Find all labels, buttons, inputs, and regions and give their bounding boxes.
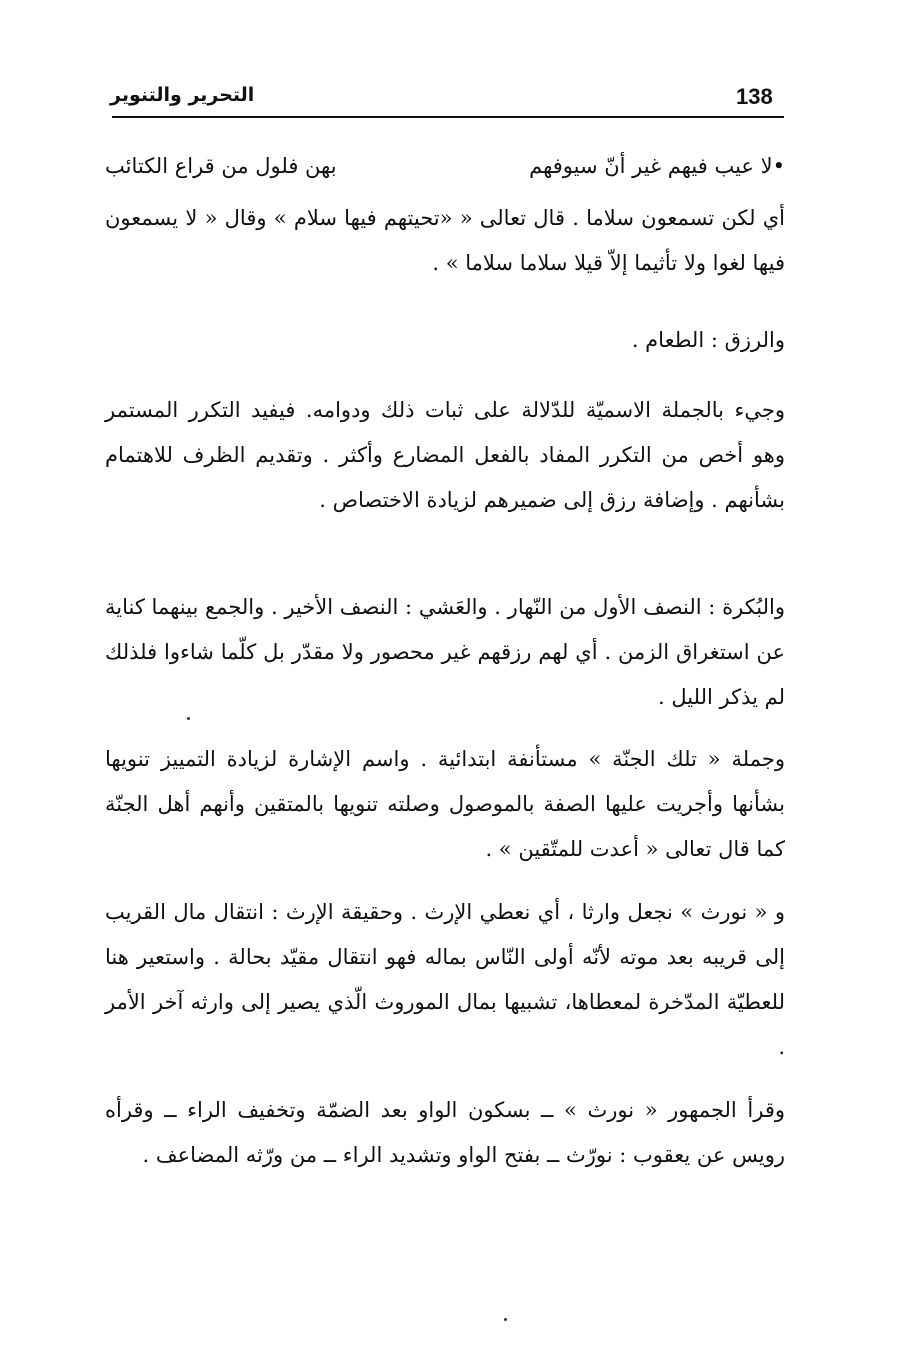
paragraph [105, 388, 785, 523]
verse-first-hemistich: •لا عيب فيهم غير أنّ سيوفهم [529, 154, 785, 178]
paragraph-text: وقرأ الجمهور « نورث » ــ بسكون الواو بعد الضمّة وتخفيف الراء ــ وقرأه رويس عن يعقوب : نورّث ــ بفتح الواو وتشديد الراء ــ من ورّثه المضاعف . [105, 1098, 785, 1167]
header-rule [112, 116, 784, 118]
paragraph [105, 318, 785, 363]
paragraph-text: أي لكن تسمعون سلاما . قال تعالى « «تحيتهم فيها سلام » وقال « لا يسمعون فيها لغوا ولا تأثيما إلاّ قيلا سلاما سلاما » . [105, 206, 785, 275]
paragraph [105, 737, 785, 872]
paragraph-text: والرزق : الطعام . [631, 328, 785, 352]
paragraph [105, 585, 785, 720]
paragraph-text: وجيء بالجملة الاسميّة للدّلالة على ثبات ذلك ودوامه. فيفيد التكرر المستمر وهو أخص من التكرر المفاد بالفعل المضارع وأكثر . وتقديم الظرف للاهتمام بشأنهم . وإضافة رزق إلى ضميرهم لزيادة الاختصاص . [105, 398, 785, 512]
page-number: 138 [736, 84, 773, 109]
scan-speck [504, 1318, 507, 1321]
running-title: التحرير والتنوير [110, 84, 255, 106]
poetry-verse [105, 146, 785, 186]
paragraph-text: وجملة « تلك الجنّة » مستأنفة ابتدائية . واسم الإشارة لزيادة التمييز تنويها بشأنها وأجريت عليها الصفة بالموصول وصلته تنويها بالمتقين وأنهم أهل الجنّة كما قال تعالى « أعدت للمتّقين » . [105, 747, 785, 861]
paragraph [105, 1088, 785, 1178]
paragraph [105, 196, 785, 286]
paragraph-text: و « نورث » نجعل وارثا ، أي نعطي الإرث . وحقيقة الإرث : انتقال مال القريب إلى قريبه بعد موته لأنّه أولى النّاس بماله فهو انتقال مقيّد بحالة . واستعير هنا للعطيّة المدّخرة لمعطاها، تشبيها بمال الموروث الّذي يصير إلى وارثه آخر الأمر . [105, 900, 785, 1059]
scan-speck [187, 717, 190, 720]
verse-second-hemistich: بهن فلول من قراع الكتائب [105, 154, 337, 178]
paragraph [105, 890, 785, 1070]
paragraph-text: والبُكرة : النصف الأول من النّهار . والعَشي : النصف الأخير . والجمع بينهما كناية عن استغراق الزمن . أي لهم رزقهم غير محصور ولا مقدّر بل كلّما شاءوا فلذلك لم يذكر الليل . [105, 595, 785, 709]
